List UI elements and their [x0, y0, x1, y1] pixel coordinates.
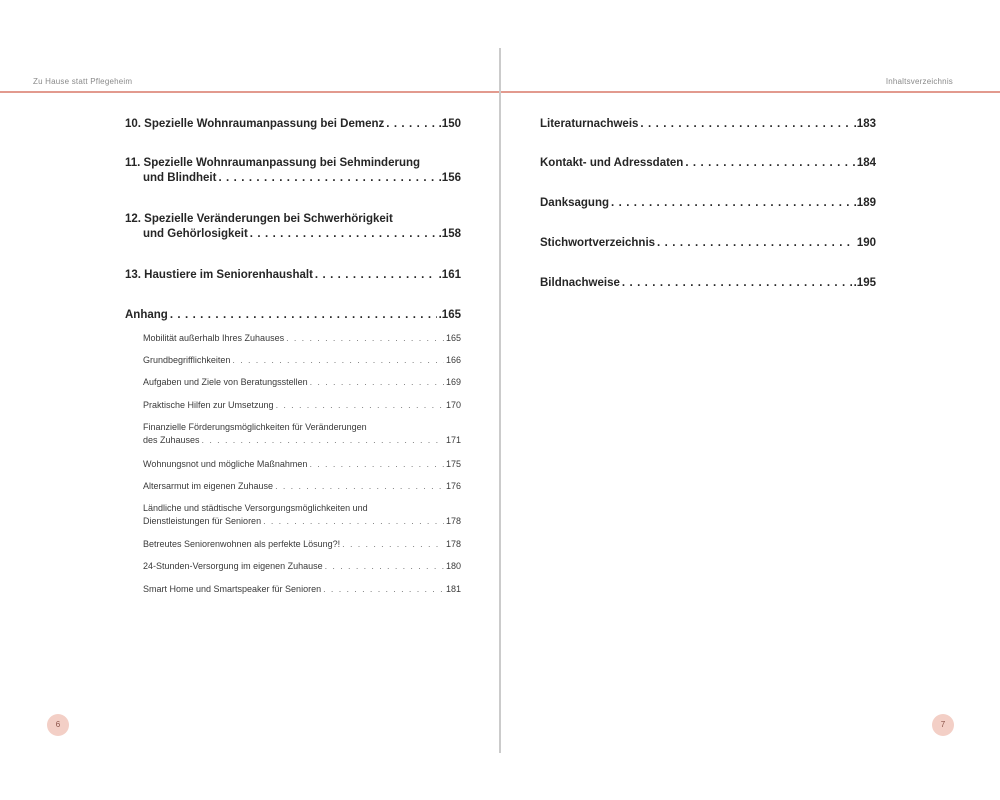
toc-entry-anhang[interactable] — [125, 309, 461, 321]
toc-entry-chapter-13[interactable] — [125, 269, 461, 281]
toc-subentry-page: 166 — [445, 355, 461, 365]
toc-subentry[interactable] — [143, 561, 461, 571]
toc-subentry-label-line2: Dienstleistungen für Senioren — [143, 516, 262, 526]
toc-subentry-line2 — [143, 516, 461, 526]
right-page — [501, 0, 1000, 800]
toc-subentry-page: 165 — [445, 333, 461, 343]
toc-subentry-label: Betreutes Seniorenwohnen als perfekte Lösung?! — [143, 539, 341, 549]
toc-subentry-page: 180 — [445, 561, 461, 571]
toc-entry-page: .161 — [438, 269, 461, 281]
toc-subentry-label-line2: des Zuhauses — [143, 435, 200, 445]
toc-subentry-label: Altersarmut im eigenen Zuhause — [143, 481, 274, 491]
toc-subentry[interactable] — [143, 333, 461, 343]
toc-entry-chapter-11[interactable] — [125, 157, 461, 184]
toc-subentry-page: 169 — [445, 377, 461, 387]
toc-subentry-page: 176 — [445, 481, 461, 491]
leader-dots — [342, 539, 444, 549]
header-rule-right — [501, 91, 1000, 93]
leader-dots — [263, 516, 444, 526]
toc-entry-page: .183 — [853, 118, 876, 130]
toc-entry-label: Bildnachweise — [540, 277, 620, 289]
toc-entry-bildnachweise[interactable] — [540, 277, 876, 289]
toc-entry-page: .189 — [853, 197, 876, 209]
leader-dots — [202, 435, 444, 445]
toc-subentry-page: 175 — [445, 459, 461, 469]
toc-subentry-page: 178 — [445, 539, 461, 549]
toc-entry-page: .165 — [438, 309, 461, 321]
leader-dots — [323, 584, 444, 594]
leader-dots — [286, 333, 444, 343]
toc-entry-line2 — [125, 228, 461, 240]
toc-entry-literaturnachweis[interactable] — [540, 118, 876, 130]
toc-entry-line2 — [125, 172, 461, 184]
toc-subentry[interactable] — [143, 400, 461, 410]
leader-dots — [622, 277, 852, 289]
toc-subentry[interactable] — [143, 481, 461, 491]
toc-subentry-label: 24-Stunden-Versorgung im eigenen Zuhause — [143, 561, 323, 571]
toc-entry-label-line1: 12. Spezielle Veränderungen bei Schwerhörigkeit — [125, 213, 393, 225]
leader-dots — [657, 237, 855, 249]
toc-entry-stichwortverzeichnis[interactable] — [540, 237, 876, 249]
leader-dots — [386, 118, 436, 130]
leader-dots — [325, 561, 444, 571]
toc-subentry[interactable] — [143, 539, 461, 549]
leader-dots — [309, 459, 444, 469]
leader-dots — [250, 228, 437, 240]
toc-subentry-label: Aufgaben und Ziele von Beratungsstellen — [143, 377, 308, 387]
toc-subentry-label: Mobilität außerhalb Ihres Zuhauses — [143, 333, 285, 343]
toc-entry-label: 10. Spezielle Wohnraumanpassung bei Demenz — [125, 118, 385, 130]
toc-entry-label: Literaturnachweis — [540, 118, 639, 130]
toc-subentry[interactable] — [143, 377, 461, 387]
toc-entry-chapter-12[interactable] — [125, 213, 461, 240]
toc-entry-label: Stichwortverzeichnis — [540, 237, 656, 249]
toc-subentry[interactable] — [143, 584, 461, 594]
running-head-left: Zu Hause statt Pflegeheim — [33, 77, 133, 86]
page-number-badge-right: 7 — [932, 714, 954, 736]
header-rule-left — [0, 91, 499, 93]
toc-subentry-page: 170 — [445, 400, 461, 410]
leader-dots — [275, 481, 444, 491]
toc-entry-page: .156 — [438, 172, 461, 184]
toc-entry-label-line2: und Blindheit — [143, 172, 217, 184]
toc-entry-label: 13. Haustiere im Seniorenhaushalt — [125, 269, 313, 281]
leader-dots — [611, 197, 852, 209]
page-number-badge-left: 6 — [47, 714, 69, 736]
leader-dots — [310, 377, 444, 387]
leader-dots — [276, 400, 444, 410]
toc-entry-page: .150 — [438, 118, 461, 130]
leader-dots — [315, 269, 437, 281]
toc-entry-page: 190 — [856, 237, 876, 249]
toc-entry-page: .195 — [853, 277, 876, 289]
toc-subentry-page: 178 — [445, 516, 461, 526]
toc-subentry[interactable] — [143, 355, 461, 365]
toc-entry-label: Kontakt- und Adressdaten — [540, 157, 684, 169]
toc-subentry-label: Smart Home und Smartspeaker für Senioren — [143, 584, 322, 594]
toc-subentry-label: Grundbegrifflichkeiten — [143, 355, 231, 365]
toc-subentry-line2 — [143, 435, 461, 445]
toc-subentry-page: 181 — [445, 584, 461, 594]
leader-dots — [640, 118, 851, 130]
toc-entry-chapter-10[interactable] — [125, 118, 461, 130]
toc-subentry[interactable] — [143, 459, 461, 469]
toc-subentry[interactable] — [143, 503, 461, 526]
toc-entry-kontakt[interactable] — [540, 157, 876, 169]
toc-subentry-label: Praktische Hilfen zur Umsetzung — [143, 400, 274, 410]
toc-entry-page: 184 — [856, 157, 876, 169]
toc-subentry[interactable] — [143, 422, 461, 445]
toc-entry-danksagung[interactable] — [540, 197, 876, 209]
toc-subentry-label: Wohnungsnot und mögliche Maßnahmen — [143, 459, 308, 469]
toc-subentry-label-line1: Finanzielle Förderungsmöglichkeiten für Veränderungen — [143, 422, 367, 432]
toc-entry-page: .158 — [438, 228, 461, 240]
leader-dots — [170, 309, 437, 321]
leader-dots — [232, 355, 444, 365]
toc-subentry-page: 171 — [445, 435, 461, 445]
running-head-right: Inhaltsverzeichnis — [885, 77, 953, 86]
toc-entry-label: Danksagung — [540, 197, 610, 209]
toc-entry-label-line2: und Gehörlosigkeit — [143, 228, 248, 240]
leader-dots — [685, 157, 854, 169]
toc-subentry-label-line1: Ländliche und städtische Versorgungsmöglichkeiten und — [143, 503, 368, 513]
toc-entry-label: Anhang — [125, 309, 168, 321]
leader-dots — [218, 172, 436, 184]
toc-entry-label-line1: 11. Spezielle Wohnraumanpassung bei Sehminderung — [125, 157, 421, 169]
